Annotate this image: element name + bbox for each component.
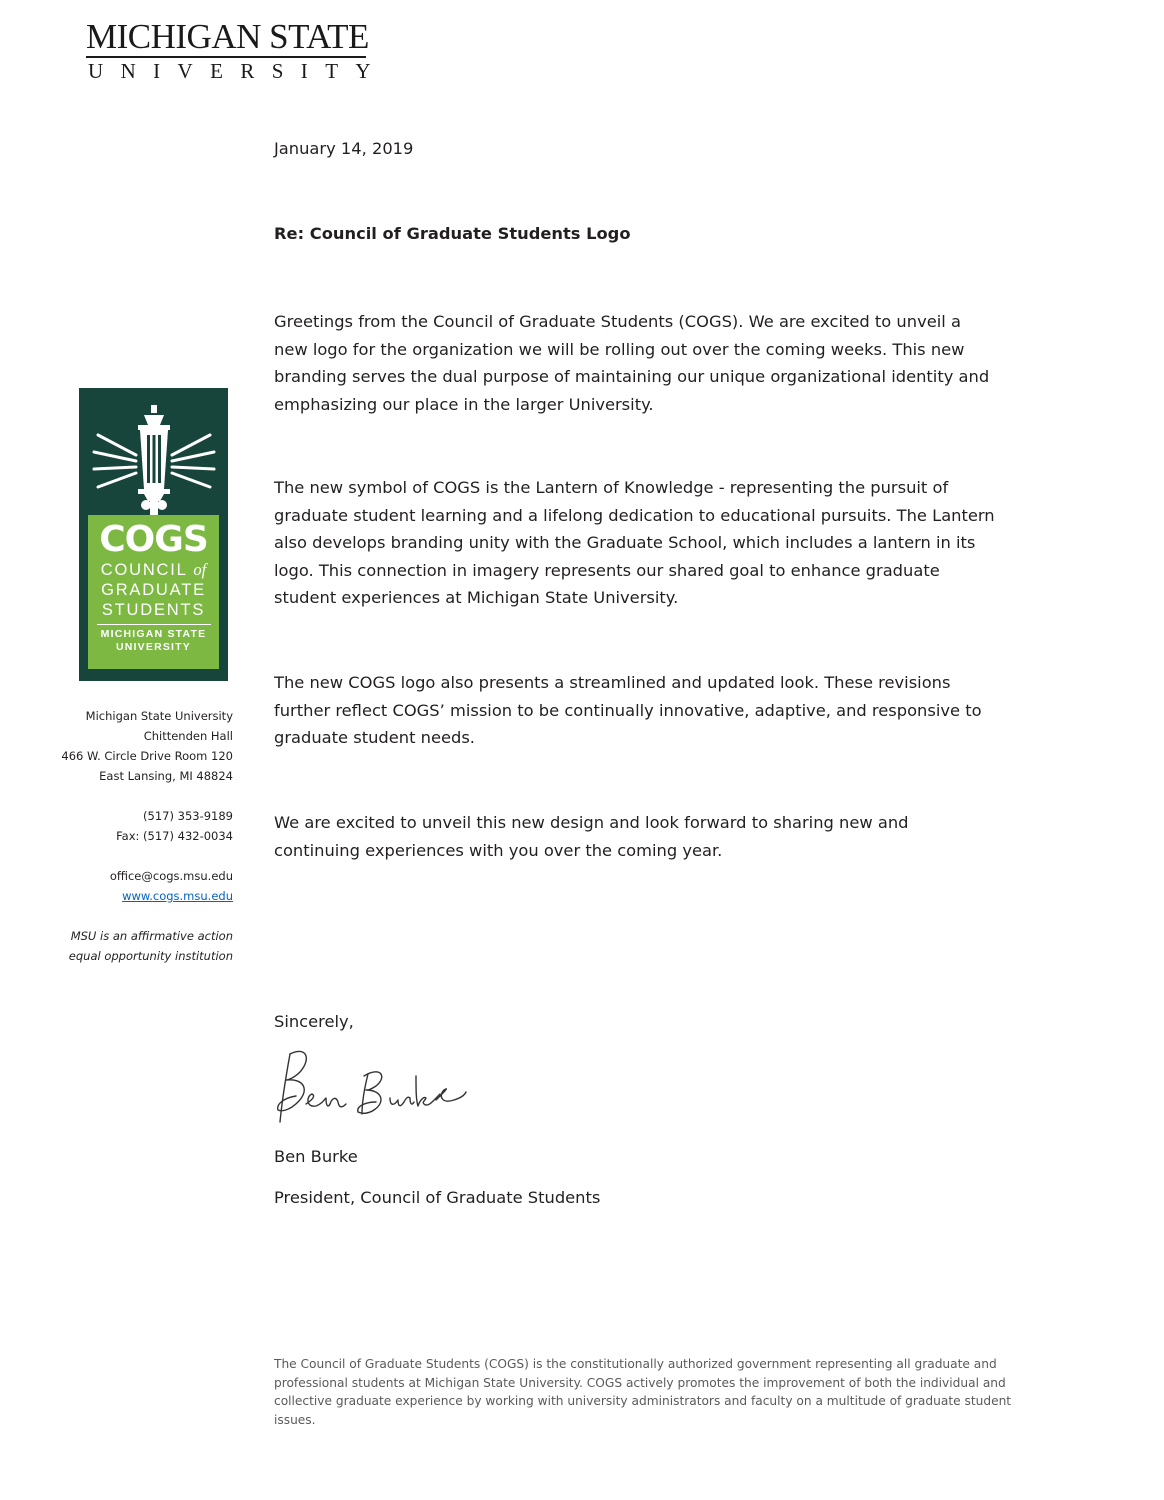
letter-paragraph	[274, 809, 1044, 864]
paragraph-line: The new COGS logo also presents a streamlined and updated look. These revisions	[274, 673, 951, 692]
paragraph-line: Greetings from the Council of Graduate Students (COGS). We are excited to unveil a	[274, 312, 961, 331]
wordmark-divider	[86, 56, 366, 58]
logo-divider	[97, 624, 211, 625]
statement-line: MSU is an affirmative action	[70, 929, 233, 943]
sidebar-contact-block	[30, 866, 233, 906]
statement-line: equal opportunity institution	[68, 949, 233, 963]
lantern-icon	[88, 397, 219, 525]
footer-line: collective graduate experience by working with university administrators and faculty on a multitude of graduate student	[274, 1394, 1012, 1408]
address-line: Michigan State University	[85, 709, 233, 723]
signer-name: Ben Burke	[274, 1147, 358, 1166]
signer-title: President, Council of Graduate Students	[274, 1188, 601, 1207]
logo-text-panel	[88, 515, 219, 669]
paragraph-line: The new symbol of COGS is the Lantern of Knowledge - representing the pursuit of	[274, 478, 949, 497]
cogs-logo	[79, 388, 228, 681]
logo-council-word: COUNCIL	[100, 561, 187, 579]
address-line: 466 W. Circle Drive Room 120	[61, 749, 233, 763]
letter-paragraph	[274, 308, 1044, 418]
footer-line: The Council of Graduate Students (COGS) is the constitutionally authorized government representing all graduate and	[274, 1357, 997, 1371]
footer-statement	[274, 1355, 1034, 1429]
logo-council-line	[88, 560, 219, 580]
footer-line: issues.	[274, 1412, 316, 1427]
logo-students-line: STUDENTS	[101, 601, 206, 619]
sidebar-phone-block	[30, 806, 233, 846]
paragraph-line: We are excited to unveil this new design and look forward to sharing new and	[274, 813, 909, 832]
paragraph-line: continuing experiences with you over the coming year.	[274, 840, 723, 860]
paragraph-line: emphasizing our place in the larger University.	[274, 394, 654, 414]
address-line: East Lansing, MI 48824	[99, 769, 233, 783]
msu-wordmark-top: MICHIGAN STATE	[86, 17, 369, 56]
letter-paragraph	[274, 474, 1044, 612]
logo-of-word: of	[193, 560, 207, 579]
paragraph-line: graduate student learning and a lifelong dedication to educational pursuits. The Lantern	[274, 505, 995, 525]
phone-number: (517) 353-9189	[143, 809, 233, 823]
msu-wordmark-bottom: UNIVERSITY	[88, 59, 388, 83]
paragraph-line: branding serves the dual purpose of maintaining our unique organizational identity and	[274, 367, 990, 386]
letter-date: January 14, 2019	[274, 139, 414, 158]
fax-number: Fax: (517) 432-0034	[116, 829, 233, 843]
handwritten-signature	[276, 1046, 476, 1126]
sidebar-statement	[30, 926, 233, 966]
address-line: Chittenden Hall	[143, 729, 233, 743]
website-link[interactable]: www.cogs.msu.edu	[122, 889, 233, 903]
footer-line: professional students at Michigan State University. COGS actively promotes the improvement of both the individual and	[274, 1375, 1006, 1390]
sidebar-address	[30, 706, 233, 786]
letter-closing: Sincerely,	[274, 1012, 354, 1031]
paragraph-line: further reflect COGS’ mission to be continually innovative, adaptive, and responsive to	[274, 700, 982, 720]
letter-subject: Re: Council of Graduate Students Logo	[274, 224, 631, 243]
paragraph-line: student experiences at Michigan State University.	[274, 588, 679, 607]
paragraph-line: logo. This connection in imagery represents our shared goal to enhance graduate	[274, 560, 940, 580]
logo-graduate-line: GRADUATE	[101, 581, 206, 599]
logo-msu-line2: UNIVERSITY	[115, 641, 191, 653]
paragraph-line: also develops branding unity with the Graduate School, which includes a lantern in its	[274, 533, 976, 552]
paragraph-line: graduate student needs.	[274, 728, 475, 747]
logo-msu-line1: MICHIGAN STATE	[100, 628, 207, 640]
paragraph-line: new logo for the organization we will be rolling out over the coming weeks. This new	[274, 339, 965, 359]
letter-paragraph	[274, 669, 1044, 752]
logo-cogs-text: COGS	[99, 519, 208, 560]
email-address[interactable]: office@cogs.msu.edu	[109, 869, 233, 883]
